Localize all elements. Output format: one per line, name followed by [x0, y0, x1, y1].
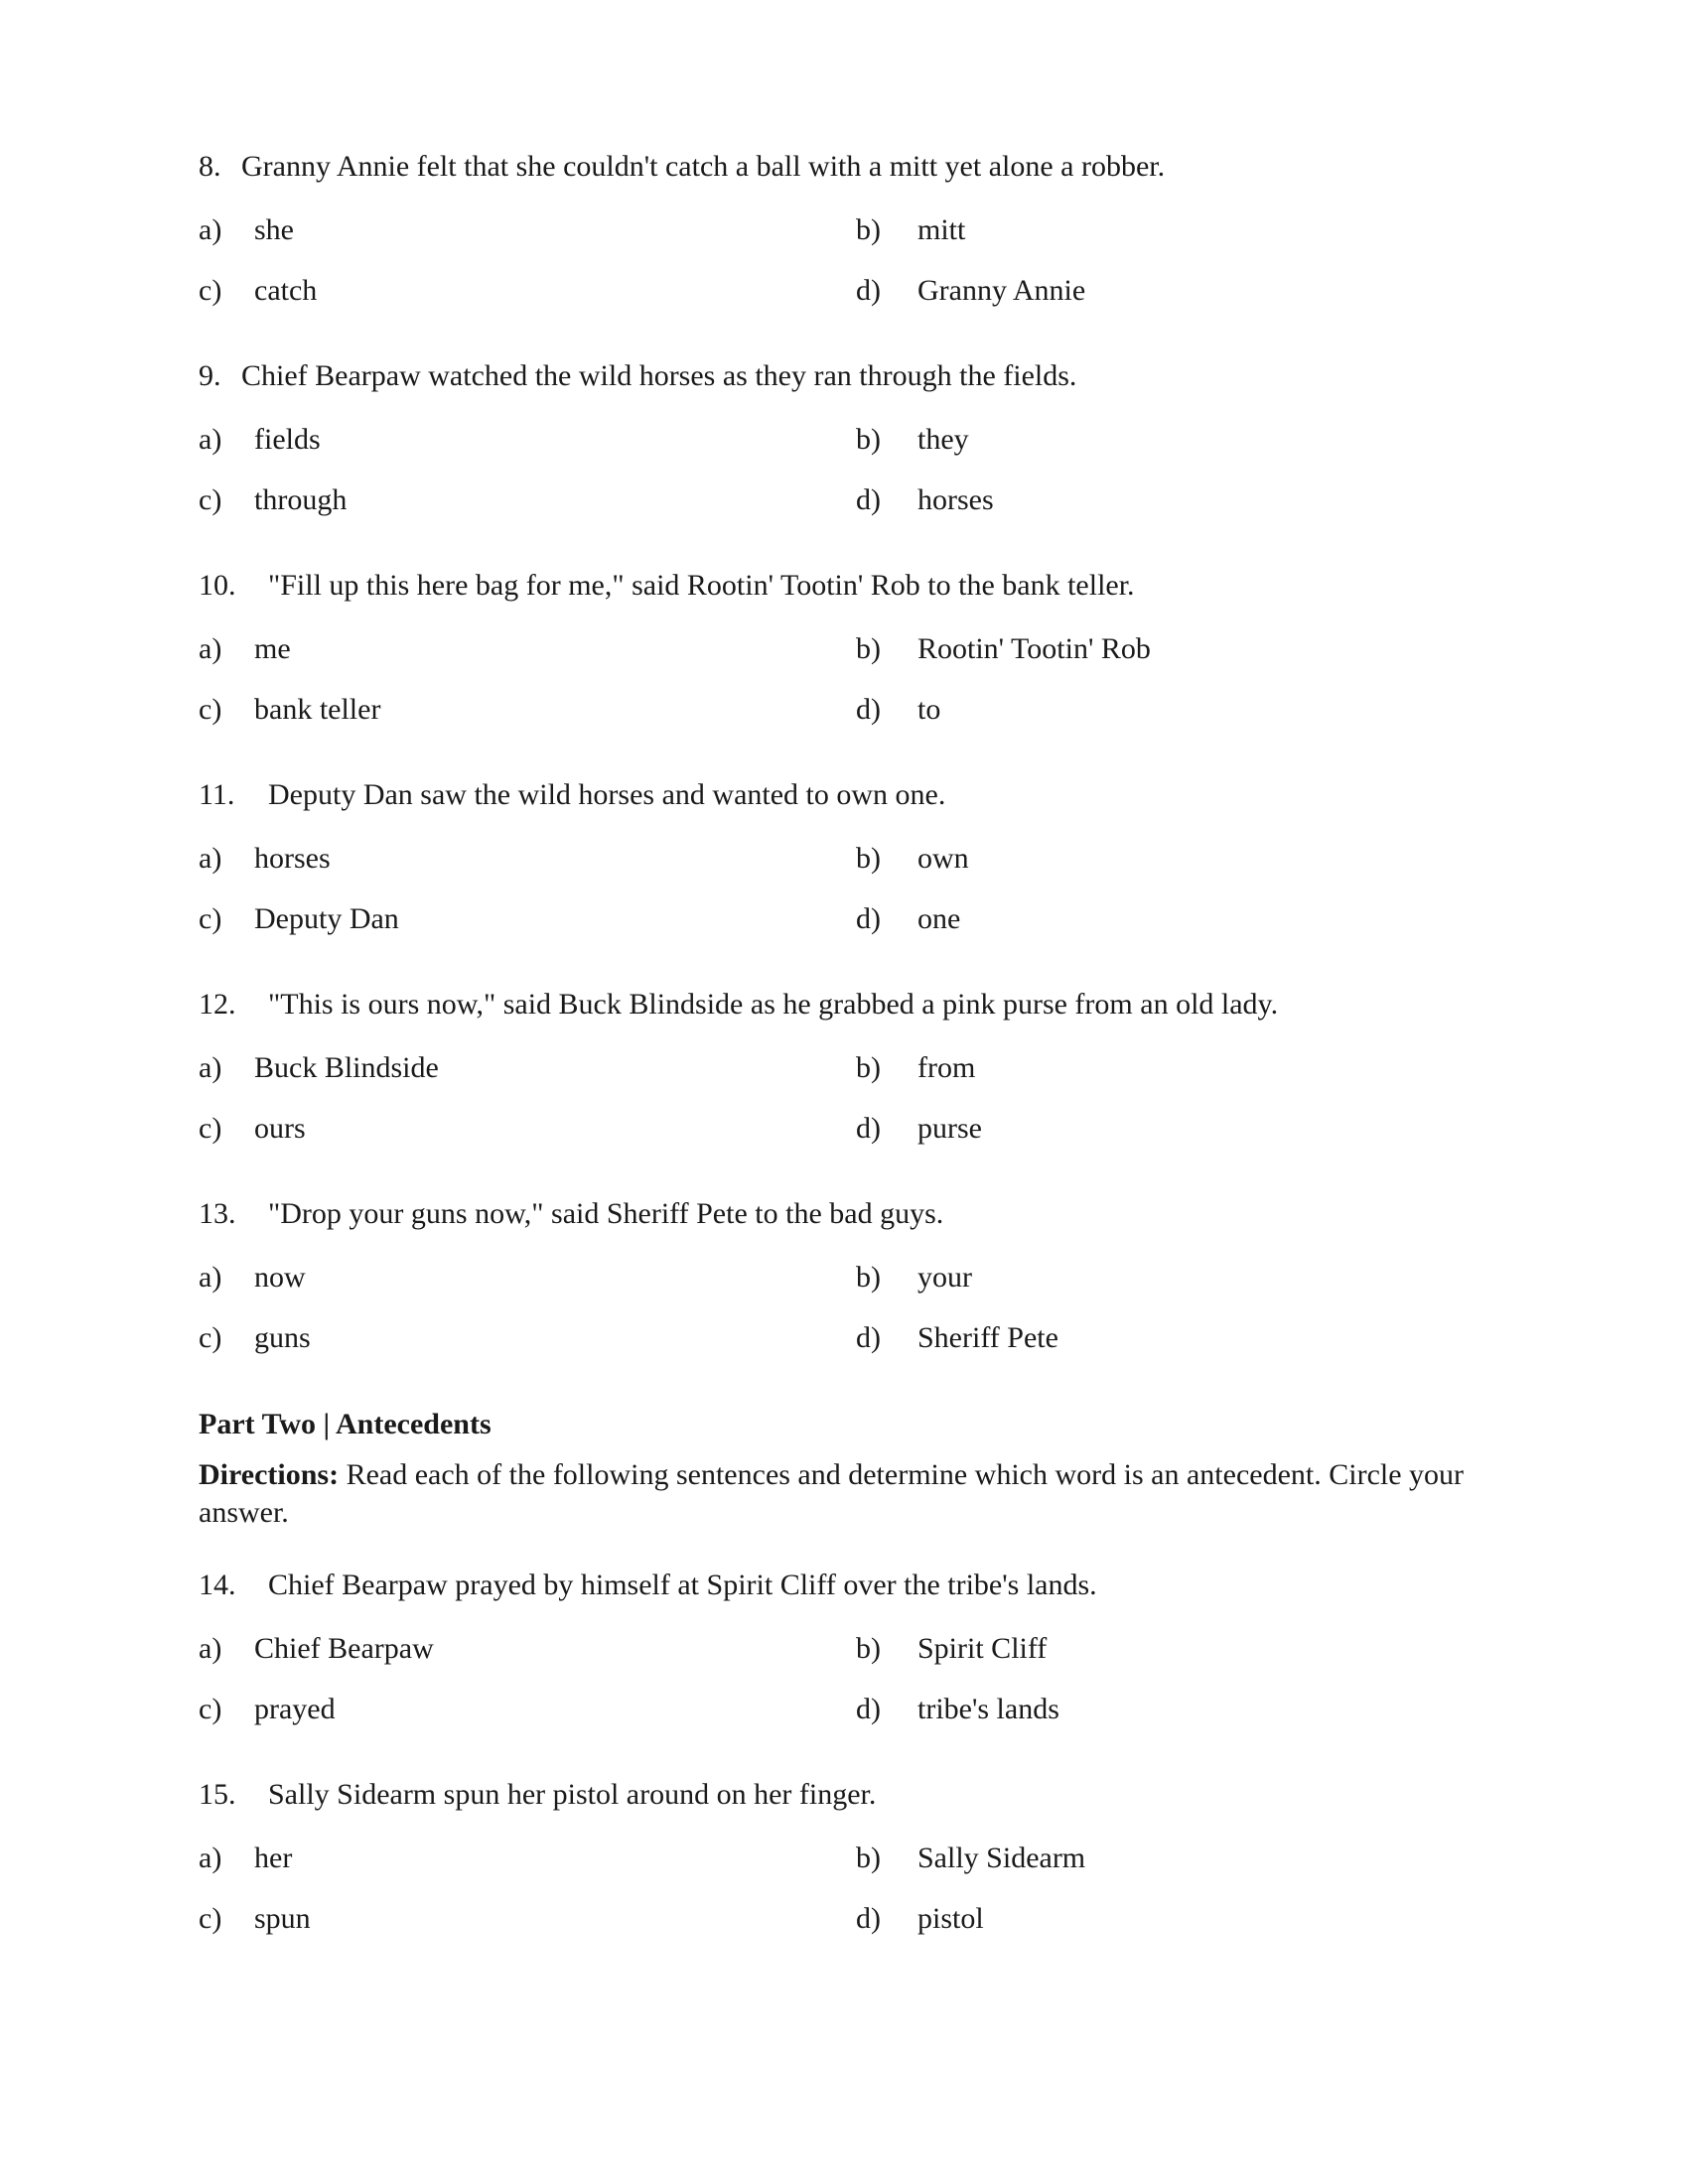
option-a[interactable]	[199, 1260, 856, 1320]
directions	[199, 1456, 1470, 1532]
option-c[interactable]	[199, 692, 856, 752]
question-number: 9.	[199, 359, 221, 392]
option-text: one	[917, 902, 961, 935]
option-a[interactable]	[199, 1050, 856, 1111]
option-text: Rootin' Tootin' Rob	[917, 632, 1151, 665]
option-row	[199, 1631, 1489, 1692]
question-text-line	[199, 1777, 1489, 1821]
option-text: mitt	[917, 213, 966, 246]
option-letter: d)	[856, 1902, 881, 1935]
option-letter: d)	[856, 1112, 881, 1145]
question-text: "Drop your guns now," said Sheriff Pete to the bad guys.	[268, 1197, 944, 1230]
question-10	[199, 568, 1489, 752]
option-letter: a)	[199, 632, 222, 665]
option-text: horses	[917, 483, 994, 516]
option-row	[199, 1111, 1489, 1171]
option-text: own	[917, 842, 969, 875]
question-number: 14.	[199, 1569, 236, 1601]
option-d[interactable]	[856, 692, 940, 752]
option-b[interactable]	[856, 631, 1151, 692]
option-text: your	[917, 1261, 972, 1294]
option-a[interactable]	[199, 841, 856, 901]
option-row	[199, 482, 1489, 543]
option-text: Sheriff Pete	[917, 1321, 1058, 1354]
option-b[interactable]	[856, 1260, 972, 1320]
option-row	[199, 692, 1489, 752]
option-text: spun	[254, 1902, 311, 1935]
option-letter: d)	[856, 483, 881, 516]
option-a[interactable]	[199, 212, 856, 273]
option-letter: d)	[856, 274, 881, 307]
worksheet-page	[199, 149, 1489, 1986]
option-b[interactable]	[856, 1050, 975, 1111]
option-text: they	[917, 423, 969, 456]
question-12	[199, 987, 1489, 1171]
question-text-line	[199, 149, 1489, 193]
option-letter: b)	[856, 1051, 881, 1084]
option-b[interactable]	[856, 841, 969, 901]
question-14	[199, 1568, 1489, 1752]
option-d[interactable]	[856, 1320, 1058, 1381]
option-text: Granny Annie	[917, 274, 1086, 307]
option-text: horses	[254, 842, 331, 875]
option-d[interactable]	[856, 1692, 1059, 1752]
question-number: 8.	[199, 150, 221, 183]
question-text: Chief Bearpaw watched the wild horses as they ran through the fields.	[241, 359, 1077, 392]
option-b[interactable]	[856, 212, 965, 273]
option-letter: b)	[856, 423, 881, 456]
option-c[interactable]	[199, 273, 856, 334]
option-letter: d)	[856, 902, 881, 935]
option-row	[199, 1320, 1489, 1381]
question-number: 11.	[199, 778, 235, 811]
question-9	[199, 358, 1489, 543]
question-text-line	[199, 987, 1489, 1030]
option-letter: b)	[856, 632, 881, 665]
directions-text: Read each of the following sentences and determine which word is an antecedent. Circle your answer.	[199, 1458, 1465, 1529]
option-c[interactable]	[199, 1111, 856, 1171]
question-text: Deputy Dan saw the wild horses and wanted to own one.	[268, 778, 946, 811]
option-letter: c)	[199, 1693, 222, 1725]
question-text: "This is ours now," said Buck Blindside as he grabbed a pink purse from an old lady.	[268, 988, 1279, 1021]
option-letter: a)	[199, 213, 222, 246]
option-text: ours	[254, 1112, 306, 1145]
option-row	[199, 841, 1489, 901]
option-letter: a)	[199, 1632, 222, 1665]
option-letter: c)	[199, 1321, 222, 1354]
option-text: through	[254, 483, 348, 516]
option-row	[199, 1260, 1489, 1320]
option-text: Buck Blindside	[254, 1051, 439, 1084]
option-row	[199, 1901, 1489, 1962]
question-text: "Fill up this here bag for me," said Rootin' Tootin' Rob to the bank teller.	[268, 569, 1135, 602]
option-text: prayed	[254, 1693, 336, 1725]
option-letter: b)	[856, 842, 881, 875]
question-11	[199, 777, 1489, 962]
question-text: Chief Bearpaw prayed by himself at Spirit Cliff over the tribe's lands.	[268, 1569, 1097, 1601]
option-text: Spirit Cliff	[917, 1632, 1048, 1665]
option-letter: d)	[856, 693, 881, 726]
option-row	[199, 273, 1489, 334]
option-letter: d)	[856, 1693, 881, 1725]
option-letter: a)	[199, 1842, 222, 1874]
option-text: she	[254, 213, 294, 246]
option-text: bank teller	[254, 693, 381, 726]
question-8	[199, 149, 1489, 334]
option-text: purse	[917, 1112, 982, 1145]
question-text-line	[199, 777, 1489, 821]
option-letter: a)	[199, 1051, 222, 1084]
option-c[interactable]	[199, 901, 856, 962]
option-d[interactable]	[856, 273, 1085, 334]
question-text: Sally Sidearm spun her pistol around on her finger.	[268, 1778, 877, 1811]
option-letter: b)	[856, 1632, 881, 1665]
question-text-line	[199, 358, 1489, 402]
question-number: 10.	[199, 569, 236, 602]
option-letter: a)	[199, 842, 222, 875]
option-c[interactable]	[199, 1901, 856, 1962]
option-letter: c)	[199, 483, 222, 516]
option-letter: c)	[199, 274, 222, 307]
option-c[interactable]	[199, 1692, 856, 1752]
option-letter: b)	[856, 213, 881, 246]
option-text: from	[917, 1051, 976, 1084]
question-text-line	[199, 1196, 1489, 1240]
option-letter: c)	[199, 902, 222, 935]
question-text-line	[199, 1568, 1489, 1611]
option-b[interactable]	[856, 422, 969, 482]
option-text: to	[917, 693, 941, 726]
option-letter: c)	[199, 1902, 222, 1935]
question-number: 15.	[199, 1778, 236, 1811]
option-row	[199, 212, 1489, 273]
option-b[interactable]	[856, 1631, 1047, 1692]
option-c[interactable]	[199, 482, 856, 543]
question-13	[199, 1196, 1489, 1381]
option-letter: d)	[856, 1321, 881, 1354]
option-text: me	[254, 632, 291, 665]
option-d[interactable]	[856, 901, 960, 962]
option-row	[199, 901, 1489, 962]
option-row	[199, 631, 1489, 692]
option-d[interactable]	[856, 482, 994, 543]
option-a[interactable]	[199, 1841, 856, 1901]
option-a[interactable]	[199, 1631, 856, 1692]
option-text: her	[254, 1842, 293, 1874]
option-text: tribe's lands	[917, 1693, 1059, 1725]
question-15	[199, 1777, 1489, 1962]
option-row	[199, 1692, 1489, 1752]
option-row	[199, 1050, 1489, 1111]
option-text: pistol	[917, 1902, 984, 1935]
section-title: Part Two | Antecedents	[199, 1408, 492, 1440]
option-text: now	[254, 1261, 306, 1294]
option-letter: b)	[856, 1261, 881, 1294]
option-row	[199, 422, 1489, 482]
question-text: Granny Annie felt that she couldn't catch a ball with a mitt yet alone a robber.	[241, 150, 1166, 183]
option-letter: b)	[856, 1842, 881, 1874]
option-d[interactable]	[856, 1901, 984, 1962]
option-letter: c)	[199, 693, 222, 726]
question-text-line	[199, 568, 1489, 612]
option-text: guns	[254, 1321, 311, 1354]
question-number: 13.	[199, 1197, 236, 1230]
option-text: Deputy Dan	[254, 902, 399, 935]
option-text: fields	[254, 423, 321, 456]
option-d[interactable]	[856, 1111, 982, 1171]
option-text: catch	[254, 274, 318, 307]
option-b[interactable]	[856, 1841, 1085, 1901]
question-number: 12.	[199, 988, 236, 1021]
option-text: Chief Bearpaw	[254, 1632, 434, 1665]
option-c[interactable]	[199, 1320, 856, 1381]
option-a[interactable]	[199, 631, 856, 692]
option-letter: a)	[199, 423, 222, 456]
option-letter: a)	[199, 1261, 222, 1294]
option-row	[199, 1841, 1489, 1901]
option-letter: c)	[199, 1112, 222, 1145]
option-a[interactable]	[199, 422, 856, 482]
option-text: Sally Sidearm	[917, 1842, 1086, 1874]
directions-label: Directions:	[199, 1458, 340, 1491]
